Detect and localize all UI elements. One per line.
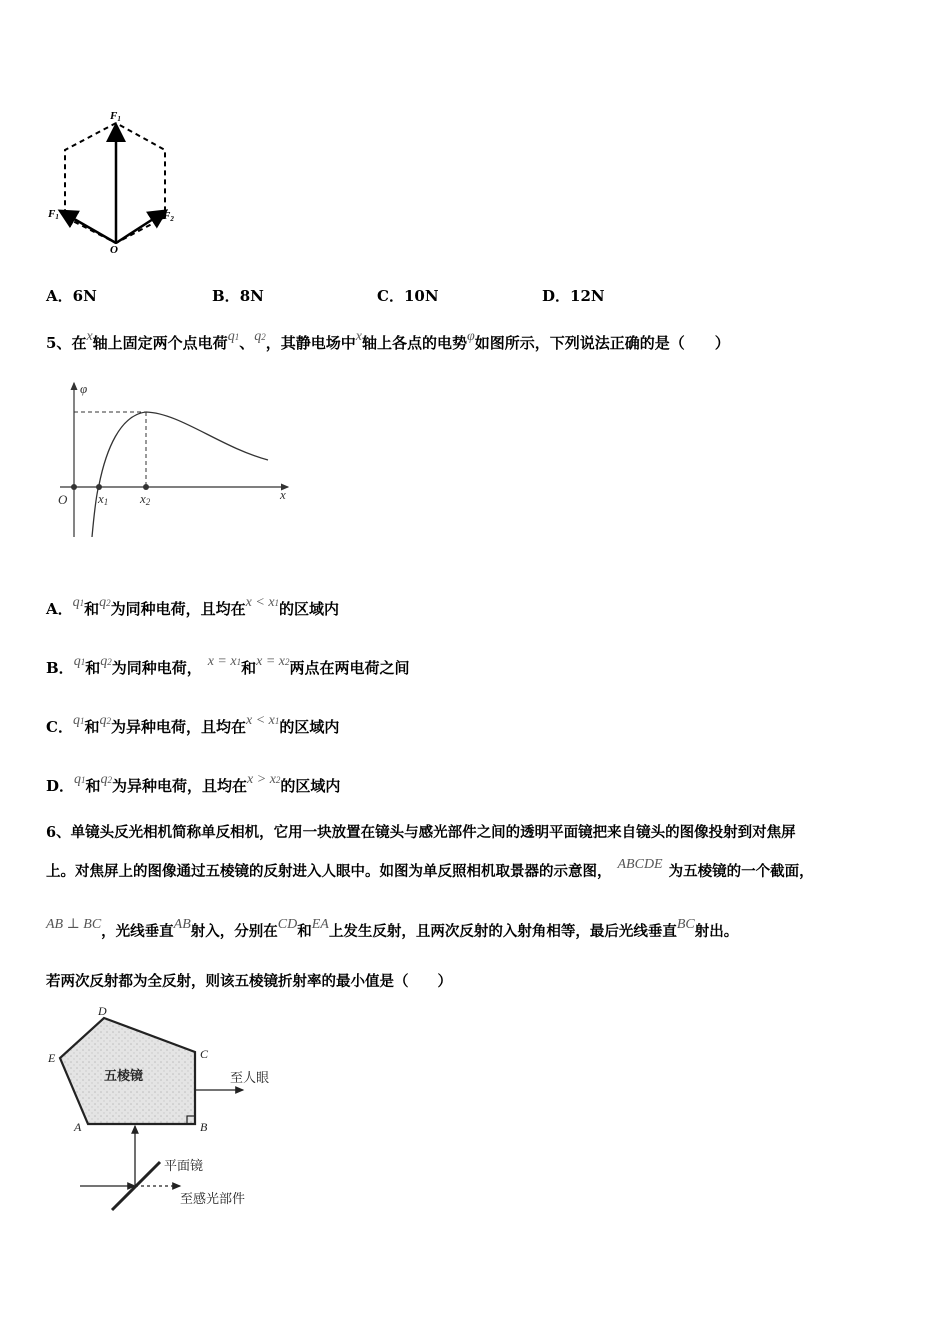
- y-axis-label: φ: [80, 381, 88, 396]
- mirror-label: 平面镜: [164, 1158, 204, 1173]
- x-axis-label: x: [280, 487, 286, 502]
- potential-graph: [50, 375, 300, 545]
- q6-line-1: 6、单镜头反光相机简称单反相机，它用一块放置在镜头与感光部件之间的透明平面镜把来自镜头的图像投射到对焦屏: [46, 824, 796, 841]
- f2-right-vector: [116, 212, 164, 243]
- x1-label: x1: [98, 491, 109, 507]
- x1-dot: [96, 484, 102, 490]
- x2-dot: [143, 484, 149, 490]
- label-f1-left: F1: [48, 208, 59, 221]
- q5-option-d[interactable]: D．q1和q2为异种电荷，且均在x > x2的区域内: [46, 772, 341, 795]
- vertex-b: B: [200, 1120, 208, 1134]
- q5-option-c[interactable]: C．q1和q2为异种电荷，且均在x < x1的区域内: [46, 713, 340, 736]
- q6-line-4: 若两次反射都为全反射，则该五棱镜折射率的最小值是（ ）: [46, 973, 452, 990]
- prism-name-label: 五棱镜: [104, 1068, 144, 1083]
- label-origin: O: [110, 244, 118, 255]
- q4-option-c[interactable]: C．10N: [377, 287, 439, 305]
- q5-option-b[interactable]: B．q1和q2为同种电荷， x = x1和x = x2两点在两电荷之间: [46, 654, 410, 677]
- f1-left-vector: [62, 212, 116, 243]
- origin-label: O: [58, 492, 68, 507]
- q4-option-a[interactable]: A．6N: [46, 287, 97, 305]
- to-eye-label: 至人眼: [230, 1070, 270, 1085]
- vertex-d: D: [98, 1004, 107, 1018]
- vertex-c: C: [200, 1047, 209, 1061]
- vertex-a: A: [74, 1120, 82, 1134]
- q5-stem: 5、在x轴上固定两个点电荷q1、q2，其静电场中x轴上各点的电势φ如图所示，下列说法正确的是（ ）: [46, 329, 730, 352]
- q6-line-3: AB ⊥ BC，光线垂直AB射入，分别在CD和EA上发生反射，且两次反射的入射角相等，最后光线垂直BC射出。: [46, 917, 739, 940]
- vertex-e: E: [48, 1051, 56, 1065]
- to-sensor-label: 至感光部件: [180, 1191, 246, 1206]
- label-f1-top: F1: [110, 110, 121, 123]
- q5-option-a[interactable]: A．q1和q2为同种电荷，且均在x < x1的区域内: [46, 595, 340, 618]
- origin-dot: [71, 484, 77, 490]
- q6-line-2: 上。对焦屏上的图像通过五棱镜的反射进入人眼中。如图为单反照相机取景器的示意图， ABCDE 为五棱镜的一个截面，: [46, 857, 814, 880]
- q4-option-b[interactable]: B．8N: [212, 287, 264, 305]
- pentaprism-figure: [40, 1000, 290, 1215]
- potential-curve: [92, 412, 268, 537]
- q4-option-d[interactable]: D．12N: [542, 287, 605, 305]
- x2-label: x2: [140, 491, 151, 507]
- label-f2-right: F2: [163, 210, 174, 223]
- force-hexagon-figure: [40, 105, 180, 255]
